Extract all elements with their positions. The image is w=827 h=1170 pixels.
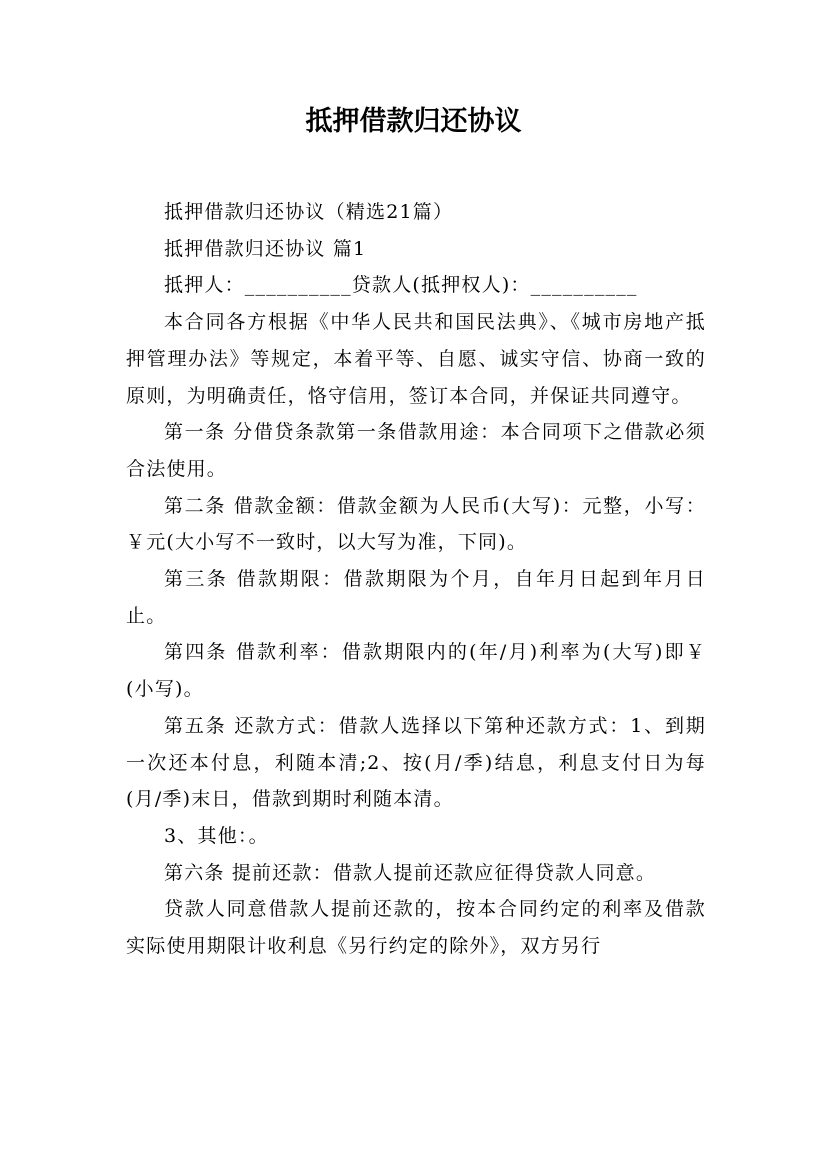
paragraph-preamble: 本合同各方根据《中华人民共和国民法典》、《城市房地产抵押管理办法》等规定，本着平等、自愿、诚实守信、协商一致的原则，为明确责任，恪守信用，签订本合同，并保证共同遵守。	[126, 311, 706, 407]
paragraph-article-4: 第四条 借款利率：借款期限内的(年/月)利率为(大写)即￥(小写)。	[126, 641, 706, 701]
paragraph-article-6: 第六条 提前还款：借款人提前还款应征得贷款人同意。	[164, 861, 657, 884]
document-title: 抵押借款归还协议	[305, 106, 522, 137]
paragraph-article-5: 第五条 还款方式：借款人选择以下第种还款方式：1、到期一次还本付息，利随本清;2、按(月/季)结息，利息支付日为每(月/季)末日，借款到期时利随本清。	[126, 714, 706, 811]
document-body	[126, 194, 706, 965]
paragraph-article-2: 第二条 借款金额：借款金额为人民币(大写)：元整，小写：￥元(大小写不一致时，以大写为准，下同)。	[126, 494, 706, 554]
paragraph-article-5-other: 3、其他：。	[164, 824, 269, 847]
paragraph-subtitle: 抵押借款归还协议（精选21篇）	[164, 201, 454, 223]
paragraph-article-1: 第一条 分借贷条款第一条借款用途：本合同项下之借款必须合法使用。	[126, 421, 706, 480]
paragraph-parties: 抵押人：__________贷款人(抵押权人)：__________	[164, 274, 638, 297]
paragraph-article-6-cont: 贷款人同意借款人提前还款的，按本合同约定的利率及借款实际使用期限计收利息《另行约定的除外》，双方另行	[126, 898, 706, 958]
paragraph-article-3: 第三条 借款期限：借款期限为个月，自年月日起到年月日止。	[126, 568, 706, 627]
paragraph-section-heading: 抵押借款归还协议 篇1	[164, 237, 367, 260]
